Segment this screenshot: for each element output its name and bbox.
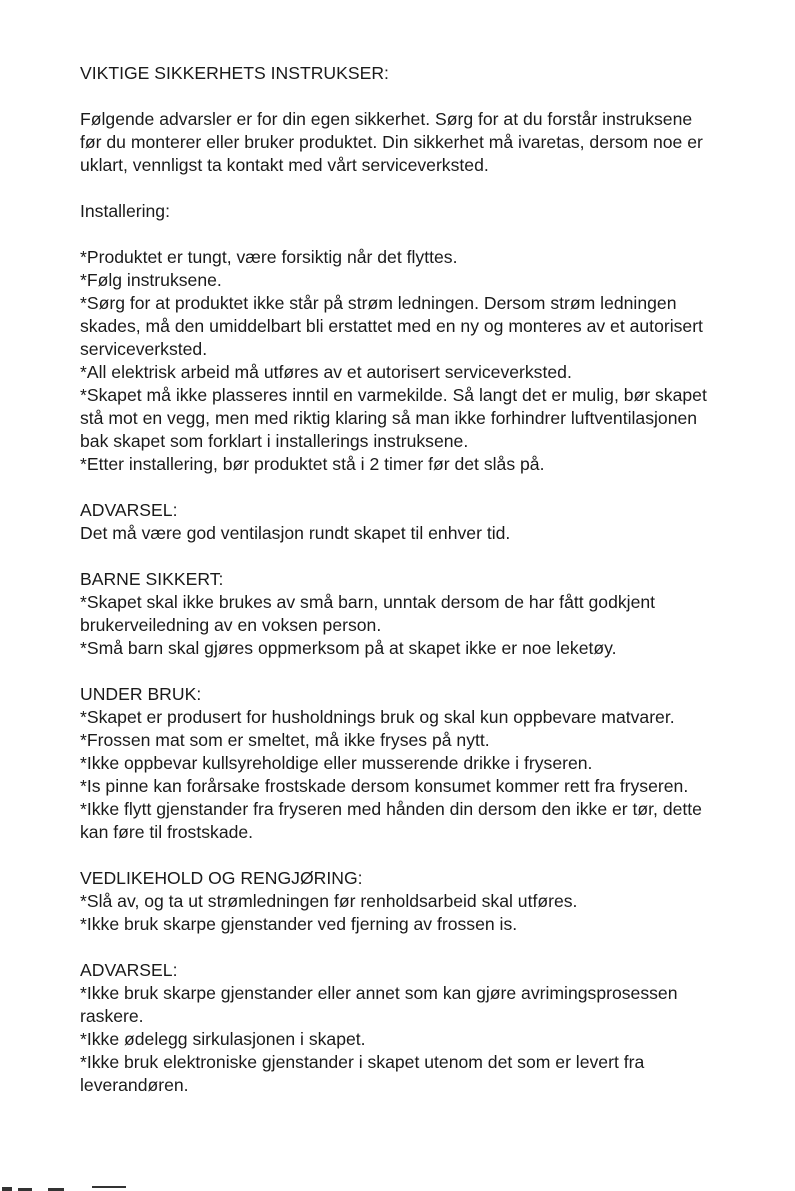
maintenance-line: *Slå av, og ta ut strømledningen før renholdsarbeid skal utføres. <box>80 891 578 911</box>
in-use-line: *Is pinne kan forårsake frostskade dersom konsumet kommer rett fra fryseren. <box>80 776 689 796</box>
installation-line: *All elektrisk arbeid må utføres av et autorisert serviceverksted. <box>80 362 572 382</box>
installation-line: *Skapet må ikke plasseres inntil en varmekilde. Så langt det er mulig, bør skapet <box>80 385 707 405</box>
document-title: VIKTIGE SIKKERHETS INSTRUKSER: <box>80 63 389 83</box>
installation-line: *Produktet er tungt, være forsiktig når det flyttes. <box>80 247 458 267</box>
installation-section <box>80 246 770 476</box>
maintenance-line: *Ikke bruk skarpe gjenstander ved fjerning av frossen is. <box>80 914 518 934</box>
in-use-line: *Skapet er produsert for husholdnings bruk og skal kun oppbevare matvarer. <box>80 707 675 727</box>
in-use-line: *Ikke oppbevar kullsyreholdige eller musserende drikke i fryseren. <box>80 753 593 773</box>
installation-line: skades, må den umiddelbart bli erstattet med en ny og monteres av et autorisert <box>80 316 703 336</box>
installation-line: bak skapet som forklart i installerings instruksene. <box>80 431 469 451</box>
child-safety-line: *Skapet skal ikke brukes av små barn, unntak dersom de har fått godkjent <box>80 592 656 612</box>
installation-heading-block <box>80 200 770 223</box>
warning-line: Det må være god ventilasjon rundt skapet til enhver tid. <box>80 523 511 543</box>
warning-line: leverandøren. <box>80 1075 189 1095</box>
in-use-line: *Frossen mat som er smeltet, må ikke fryses på nytt. <box>80 730 490 750</box>
child-safety-line: *Små barn skal gjøres oppmerksom på at skapet ikke er noe leketøy. <box>80 638 617 658</box>
warning-heading: ADVARSEL: <box>80 960 178 980</box>
warning-line: *Ikke bruk skarpe gjenstander eller annet som kan gjøre avrimingsprosessen <box>80 983 678 1003</box>
intro-line: Følgende advarsler er for din egen sikkerhet. Sørg for at du forstår instruksene <box>80 109 693 129</box>
installation-line: *Følg instruksene. <box>80 270 222 290</box>
in-use-line: *Ikke flytt gjenstander fra fryseren med hånden din dersom den ikke er tør, dette <box>80 799 702 819</box>
in-use-heading: UNDER BRUK: <box>80 684 202 704</box>
warning-line: *Ikke bruk elektroniske gjenstander i skapet utenom det som er levert fra <box>80 1052 645 1072</box>
maintenance-heading: VEDLIKEHOLD OG RENGJØRING: <box>80 868 363 888</box>
title-block <box>80 62 770 85</box>
installation-line: stå mot en vegg, men med riktig klaring så man ikke forhindrer luftventilasjonen <box>80 408 698 428</box>
installation-heading: Installering: <box>80 201 170 221</box>
in-use-line: kan føre til frostskade. <box>80 822 254 842</box>
warning-section-1 <box>80 499 770 545</box>
intro-line: før du monterer eller bruker produktet. Din sikkerhet må ivaretas, dersom noe er <box>80 132 703 152</box>
intro-line: uklart, vennligst ta kontakt med vårt serviceverksted. <box>80 155 489 175</box>
warning-line: raskere. <box>80 1006 144 1026</box>
child-safety-section <box>80 568 770 660</box>
warning-section-2 <box>80 959 770 1097</box>
child-safety-heading: BARNE SIKKERT: <box>80 569 224 589</box>
maintenance-section <box>80 867 770 936</box>
in-use-section <box>80 683 770 844</box>
intro-paragraph <box>80 108 770 177</box>
installation-line: serviceverksted. <box>80 339 208 359</box>
cropped-footer-fragment <box>0 1184 160 1191</box>
document-page <box>80 62 770 1120</box>
installation-line: *Sørg for at produktet ikke står på strøm ledningen. Dersom strøm ledningen <box>80 293 677 313</box>
installation-line: *Etter installering, bør produktet stå i 2 timer før det slås på. <box>80 454 545 474</box>
warning-heading: ADVARSEL: <box>80 500 178 520</box>
warning-line: *Ikke ødelegg sirkulasjonen i skapet. <box>80 1029 366 1049</box>
child-safety-line: brukerveiledning av en voksen person. <box>80 615 382 635</box>
